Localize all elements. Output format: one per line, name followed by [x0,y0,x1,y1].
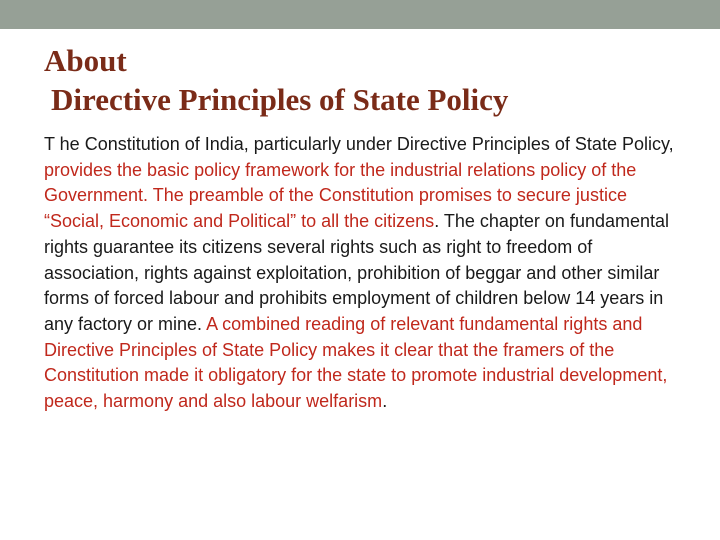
slide-title-line-2: Directive Principles of State Policy [51,82,509,117]
body-text-highlight-2: A combined reading of relevant fundamental rights and Directive Principles of State Policy makes it clear that the framers of the Constitution made it obligatory for the state to promote industrial development, peace, harmony and also labour welfarism [44,313,668,412]
body-text-segment-1: T he Constitution of India, particularly under Directive Principles of State Policy, [44,134,674,154]
body-text-segment-2: . The chapter on fundamental rights guarantee its citizens several rights such as right to freedom of association, rights against exploitation, prohibition of beggar and other similar forms of forced labour and prohibits employment of children below 14 years in any factory or mine. [44,211,670,334]
slide-title-line-1: About [44,43,127,78]
top-accent-bar [0,0,720,29]
body-text-highlight-1: provides the basic policy framework for the industrial relations policy of the Government. The preamble of the Constitution promises to secure justice “Social, Economic and Political” to all the citizens [44,159,637,232]
slide-title [44,41,508,119]
body-text-segment-3: . [382,391,388,412]
body-paragraph [44,132,680,415]
